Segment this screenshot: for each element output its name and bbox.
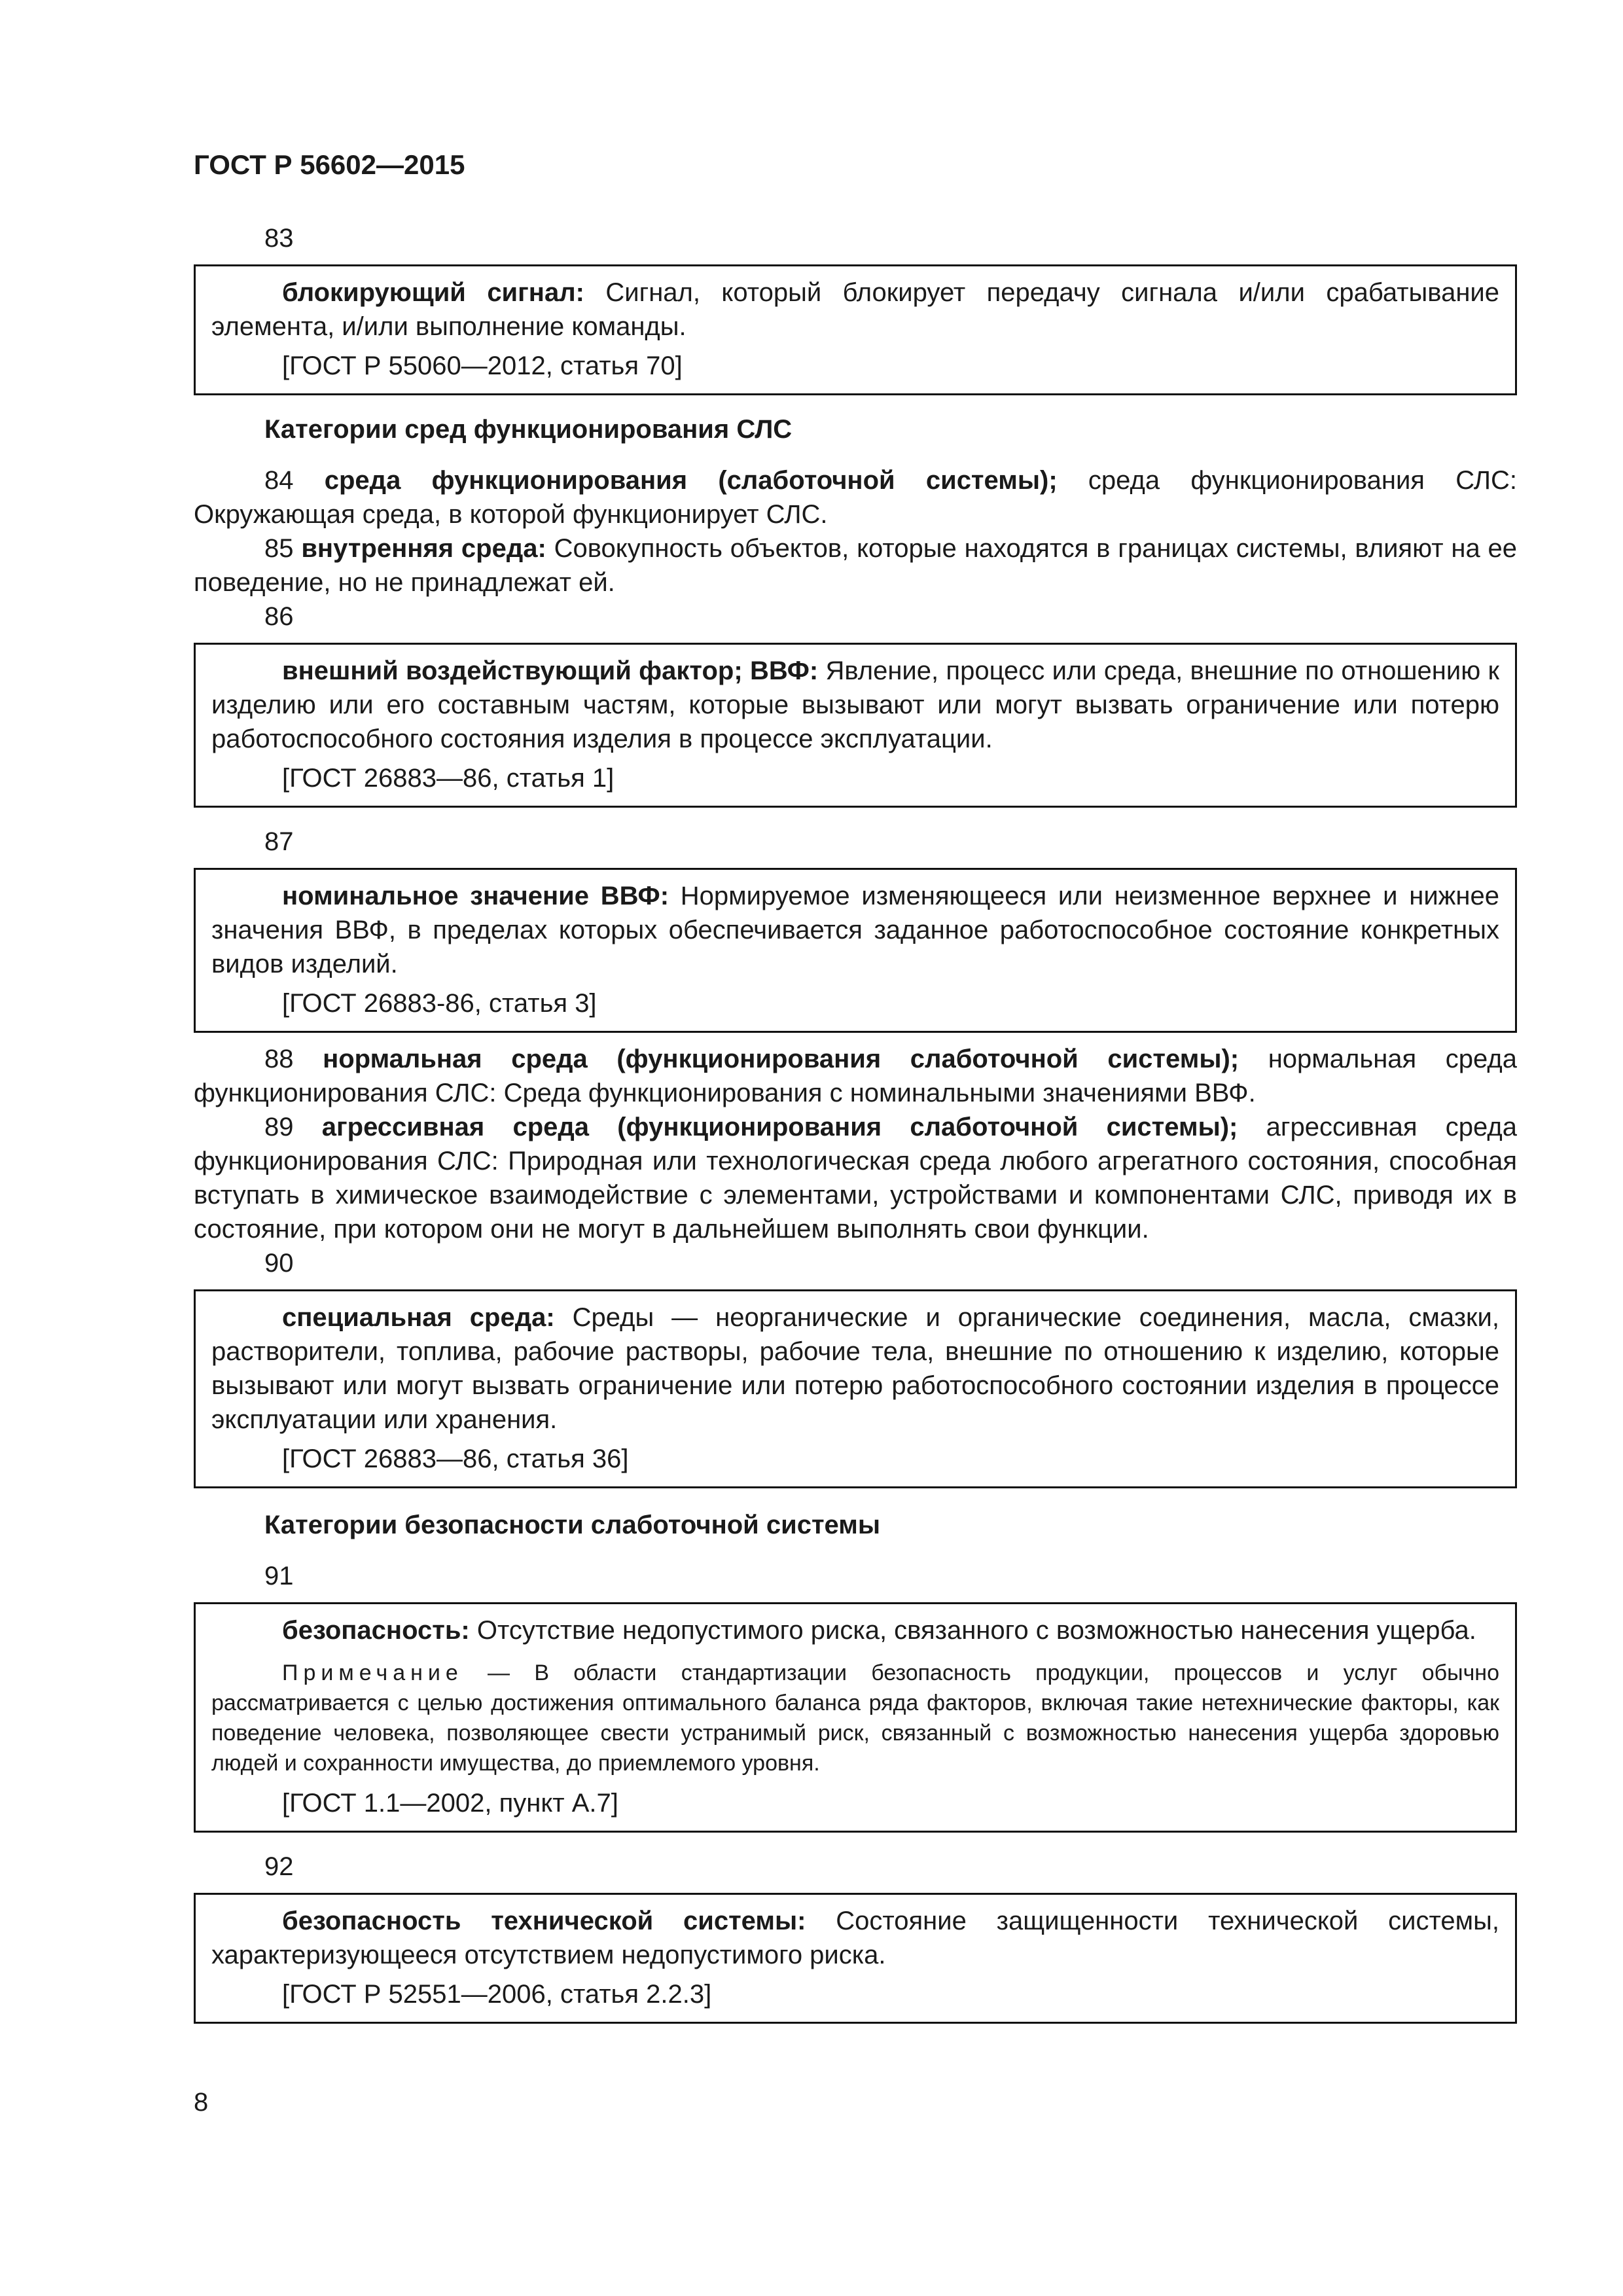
term-note <box>211 1658 1499 1778</box>
definition-text: Отсутствие недопустимого риска, связанного с возможностью нанесения ущерба. <box>469 1616 1476 1645</box>
term-name: среда функционирования (слаботочной системы); <box>324 466 1058 495</box>
entry-number: 85 <box>264 534 302 563</box>
term-definition <box>194 463 1517 531</box>
entry-number: 84 <box>264 466 325 495</box>
term-definition <box>211 654 1499 756</box>
entry-number: 92 <box>264 1852 294 1881</box>
term-definition <box>211 1613 1499 1647</box>
term-box <box>194 1893 1517 2024</box>
term-box <box>194 1602 1517 1833</box>
term-name: нормальная среда (функционирования слаботочной системы); <box>323 1045 1240 1073</box>
term-source: [ГОСТ 1.1—2002, пункт А.7] <box>282 1789 618 1818</box>
term-name: внутренняя среда: <box>301 534 546 563</box>
term-source: [ГОСТ 26883—86, статья 36] <box>282 1444 629 1473</box>
term-definition <box>211 1904 1499 1972</box>
term-name: безопасность: <box>282 1616 470 1645</box>
section-heading: Категории безопасности слаботочной системы <box>264 1511 881 1539</box>
definition-text: Сигнал, который блокирует передачу сигнала и/или срабатывание элемента, и/или выполнение команды. <box>211 278 1500 341</box>
term-box <box>194 264 1517 395</box>
term-name: агрессивная среда (функционирования слаботочной системы); <box>321 1113 1238 1141</box>
term-source: [ГОСТ 26883—86, статья 1] <box>282 764 615 793</box>
definition-text: Нормируемое изменяющееся или неизменное верхнее и нижнее значения ВВФ, в пределах которых обеспечивается заданное работоспособное состояние конкретных видов изделий. <box>211 882 1500 978</box>
term-box <box>194 1289 1517 1488</box>
definition-text: Состояние защищенности технической системы, характеризующееся отсутствием недопустимого риска. <box>211 1907 1499 1969</box>
term-name: безопасность технической системы: <box>282 1907 806 1935</box>
term-name: блокирующий сигнал: <box>282 278 584 307</box>
term-definition <box>194 1042 1517 1110</box>
entry-number: 83 <box>264 224 294 253</box>
page-number: 8 <box>194 2088 209 2117</box>
definition-text: агрессивная среда функционирования СЛС: Природная или технологическая среда любого агрегатного состояния, способная вступать в химическое взаимодействие с элементами, устройствами и компонентами СЛС, приводя их в состояние, при котором они не могут в дальнейшем выполнять свои функции. <box>194 1113 1518 1244</box>
term-definition <box>211 276 1499 344</box>
definition-text: среда функционирования СЛС: Окружающая среда, в которой функционирует СЛС. <box>194 466 1518 529</box>
document-header: ГОСТ Р 56602—2015 <box>194 149 465 180</box>
term-definition <box>211 1300 1499 1437</box>
note-label: Примечание <box>282 1660 463 1685</box>
entry-number: 87 <box>264 827 294 856</box>
term-name: внешний воздействующий фактор; ВВФ: <box>282 656 819 685</box>
section-heading: Категории сред функционирования СЛС <box>264 415 793 444</box>
entry-number: 86 <box>264 602 294 631</box>
term-box <box>194 868 1517 1033</box>
term-source: [ГОСТ 26883-86, статья 3] <box>282 989 597 1018</box>
document-body <box>194 221 1517 2024</box>
note-text: — В области стандартизации безопасность продукции, процессов и услуг обычно рассматривается с целью достижения оптимального баланса ряда факторов, включая такие нетехнические факторы, как поведение человека, позволяющее свести устранимый риск, связанный с возможностью нанесения ущерба здоровью людей и сохранности имущества, до приемлемого уровня. <box>211 1660 1499 1776</box>
term-source: [ГОСТ Р 55060—2012, статья 70] <box>282 351 683 380</box>
entry-number: 88 <box>264 1045 323 1073</box>
definition-text: Явление, процесс или среда, внешние по отношению к изделию или его составным частям, которые вызывают или могут вызвать ограничение или потерю работоспособного состояния изделия в процессе эксплуатации. <box>211 656 1499 753</box>
entry-number: 89 <box>264 1113 322 1141</box>
term-box <box>194 643 1517 808</box>
term-definition <box>194 1110 1517 1246</box>
term-name: специальная среда: <box>282 1303 555 1332</box>
definition-text: нормальная среда функционирования СЛС: Среда функционирования с номинальными значениями ВВФ. <box>194 1045 1517 1107</box>
term-source: [ГОСТ Р 52551—2006, статья 2.2.3] <box>282 1980 712 2009</box>
term-definition <box>194 531 1517 600</box>
entry-number: 90 <box>264 1249 294 1278</box>
definition-text: Среды — неорганические и органические соединения, масла, смазки, растворители, топлива, рабочие растворы, рабочие тела, внешние по отношению к изделию, которые вызывают или могут вызвать ограничение или потерю работоспособного состоянии изделия в процессе эксплуатации или хранения. <box>211 1303 1500 1434</box>
term-name: номинальное значение ВВФ: <box>282 882 669 910</box>
definition-text: Совокупность объектов, которые находятся в границах системы, влияют на ее поведение, но не принадлежат ей. <box>194 534 1518 597</box>
entry-number: 91 <box>264 1562 294 1590</box>
term-definition <box>211 879 1499 981</box>
